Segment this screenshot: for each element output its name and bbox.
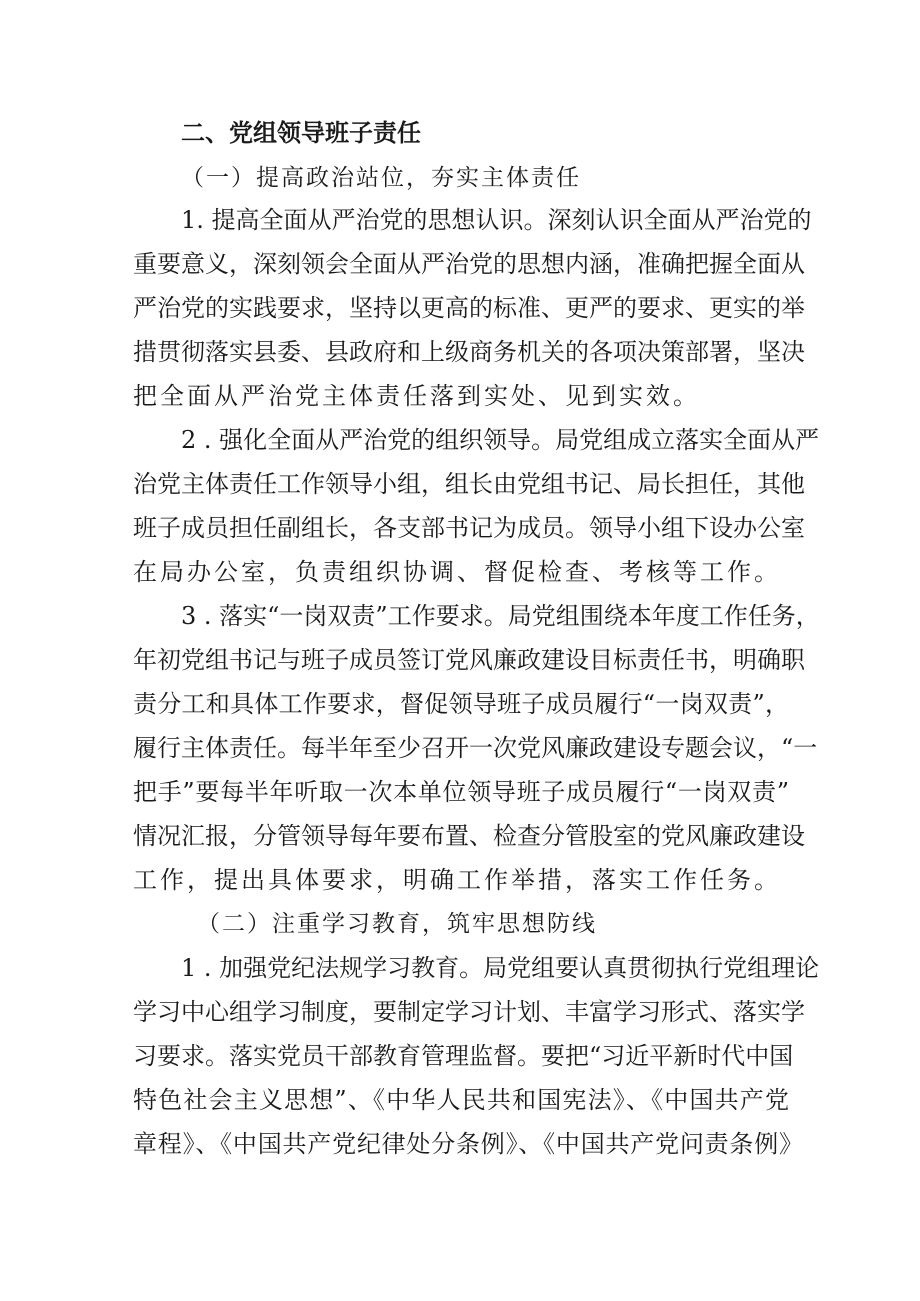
section-title: 二、党组领导班子责任 [181,119,421,147]
subsection-title-2: （二）注重学习教育，筑牢思想防线 [197,911,597,937]
paragraph-line: 习要求。落实党员干部教育管理监督。要把“习近平新时代中国 [133,1042,794,1070]
paragraph-line: 情况汇报，分管领导每年要布置、检查分管股室的党风廉政建设 [133,822,805,850]
paragraph-line: 责分工和具体工作要求，督促领导班子成员履行“一岗双责”， [133,690,789,718]
paragraph-line: 把全面从严治党主体责任落到实处、见到实效。 [133,382,700,410]
paragraph-line: 在局办公室，负责组织协调、督促检查、考核等工作。 [133,558,781,586]
paragraph-line: 1. 提高全面从严治党的思想认识。深刻认识全面从严治党的 [181,206,812,234]
paragraph-line: 治党主体责任工作领导小组，组长由党组书记、局长担任，其他 [133,470,805,498]
paragraph-line: 特色社会主义思想”、《中华人民共和国宪法》、《中国共产党 [133,1086,789,1114]
paragraph-line: 把手”要每半年听取一次本单位领导班子成员履行“一岗双责” [133,778,789,806]
paragraph-line: 1 . 加强党纪法规学习教育。局党组要认真贯彻执行党组理论 [181,954,820,982]
paragraph-line: 班子成员担任副组长，各支部书记为成员。领导小组下设办公室 [133,514,805,542]
paragraph-line: 章程》、《中国共产党纪律处分条例》、《中国共产党问责条例》 [133,1130,803,1158]
paragraph-line: 重要意义，深刻领会全面从严治党的思想内涵，准确把握全面从 [133,250,805,278]
paragraph-line: 工作，提出具体要求，明确工作举措，落实工作任务。 [133,866,781,894]
paragraph-line: 严治党的实践要求，坚持以更高的标准、更严的要求、更实的举 [133,294,805,322]
paragraph-line: 年初党组书记与班子成员签订党风廉政建设目标责任书，明确职 [133,646,805,674]
paragraph-line: 2 . 强化全面从严治党的组织领导。局党组成立落实全面从严 [181,426,820,454]
paragraph-line: 学习中心组学习制度，要制定学习计划、丰富学习形式、落实学 [133,998,805,1026]
subsection-title-1: （一）提高政治站位，夯实主体责任 [181,165,581,191]
paragraph-line: 3 . 落实“一岗双责”工作要求。局党组围绕本年度工作任务， [181,602,820,630]
paragraph-line: 措贯彻落实县委、县政府和上级商务机关的各项决策部署，坚决 [133,338,805,366]
paragraph-line: 履行主体责任。每半年至少召开一次党风廉政建设专题会议，“一 [133,734,818,762]
